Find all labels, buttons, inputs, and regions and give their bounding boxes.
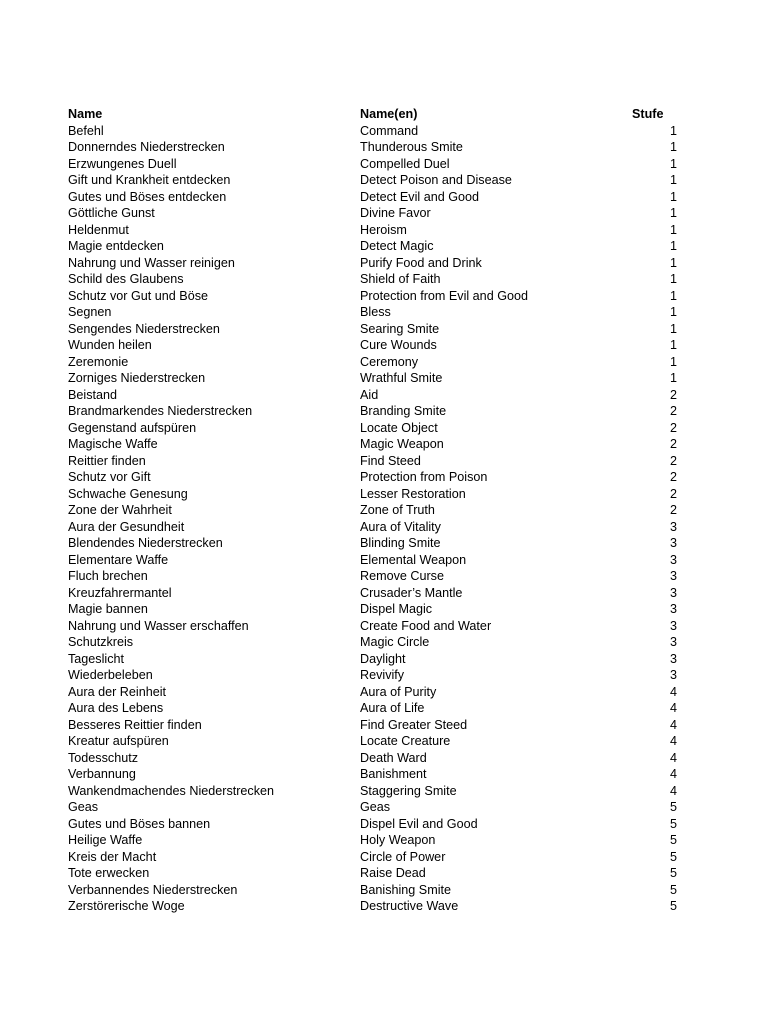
cell-level: 3 (669, 536, 677, 550)
cell-name-en: Crusader’s Mantle (360, 585, 463, 600)
cell-level: 5 (669, 816, 677, 831)
cell-name-en: Purify Food and Drink (360, 255, 482, 270)
cell-name-de: Schutz vor Gift (68, 470, 151, 484)
cell-level: 5 (669, 882, 677, 897)
cell-name-de: Heldenmut (68, 222, 129, 237)
cell-name-en: Cure Wounds (360, 338, 437, 352)
cell-name-en: Protection from Evil and Good (360, 288, 528, 303)
cell-level: 5 (669, 800, 677, 814)
cell-level: 5 (669, 899, 677, 913)
cell-level: 1 (669, 338, 677, 352)
cell-name-de: Erzwungenes Duell (68, 156, 177, 171)
cell-name-de: Verbannendes Niederstrecken (68, 882, 238, 897)
cell-level: 2 (669, 486, 677, 501)
cell-level: 4 (669, 701, 677, 715)
cell-name-de: Kreuzfahrermantel (68, 585, 172, 600)
cell-level: 5 (669, 833, 677, 847)
cell-name-en: Aura of Vitality (360, 519, 441, 534)
cell-name-de: Zorniges Niederstrecken (68, 371, 206, 385)
cell-level: 4 (669, 767, 677, 781)
cell-name-en: Lesser Restoration (360, 486, 466, 501)
table-row (68, 832, 680, 849)
table-row (68, 552, 680, 569)
cell-name-en: Geas (360, 800, 391, 814)
cell-name-en: Banishment (360, 767, 427, 781)
cell-name-de: Schild des Glaubens (68, 272, 184, 286)
cell-name-en: Banishing Smite (360, 882, 452, 897)
table-row (68, 766, 680, 783)
cell-level: 1 (669, 255, 677, 270)
cell-name-de: Brandmarkendes Niederstrecken (68, 404, 253, 418)
cell-level: 1 (669, 272, 677, 286)
cell-name-en: Searing Smite (360, 321, 440, 336)
cell-level: 2 (669, 470, 677, 484)
table-row (68, 238, 680, 255)
table-row (68, 634, 680, 651)
cell-level: 3 (669, 519, 677, 534)
cell-name-en: Locate Object (360, 420, 438, 435)
table-row (68, 288, 680, 305)
header-level: Stufe (632, 107, 664, 121)
cell-name-en: Branding Smite (360, 404, 447, 418)
table-row (68, 469, 680, 486)
header-name-de: Name (68, 107, 103, 121)
cell-name-de: Beistand (68, 387, 118, 402)
cell-name-en: Revivify (360, 668, 405, 682)
table-row (68, 222, 680, 239)
cell-name-de: Schwache Genesung (68, 486, 188, 501)
table-row (68, 156, 680, 173)
table-row (68, 420, 680, 437)
cell-name-en: Locate Creature (360, 734, 451, 748)
cell-name-de: Gutes und Böses bannen (68, 816, 211, 831)
table-header (68, 106, 680, 123)
cell-name-de: Aura des Lebens (68, 701, 164, 715)
table-row (68, 354, 680, 371)
cell-level: 1 (669, 371, 677, 385)
cell-level: 1 (669, 156, 677, 171)
cell-level: 2 (669, 437, 677, 451)
cell-level: 2 (669, 420, 677, 435)
cell-level: 3 (669, 585, 677, 600)
table-row (68, 717, 680, 734)
table-row (68, 123, 680, 140)
table-row (68, 684, 680, 701)
cell-name-de: Magie entdecken (68, 239, 164, 253)
cell-name-de: Fluch brechen (68, 569, 148, 583)
cell-name-de: Wankendmachendes Niederstrecken (68, 783, 275, 798)
cell-level: 5 (669, 866, 677, 880)
cell-name-en: Shield of Faith (360, 272, 441, 286)
table-body (68, 123, 680, 915)
cell-name-en: Command (360, 123, 419, 138)
cell-name-de: Magische Waffe (68, 437, 158, 451)
table-row (68, 387, 680, 404)
cell-name-en: Dispel Magic (360, 602, 433, 616)
table-row (68, 733, 680, 750)
cell-name-de: Verbannung (68, 767, 136, 781)
cell-name-de: Gift und Krankheit entdecken (68, 173, 231, 187)
table-row (68, 898, 680, 915)
table-row (68, 865, 680, 882)
spell-table (68, 106, 680, 915)
cell-name-en: Staggering Smite (360, 783, 457, 798)
cell-name-en: Magic Circle (360, 635, 430, 649)
cell-name-de: Heilige Waffe (68, 833, 143, 847)
cell-level: 3 (669, 668, 677, 682)
cell-name-de: Segnen (68, 305, 112, 319)
cell-name-de: Nahrung und Wasser erschaffen (68, 618, 249, 633)
header-name-en: Name(en) (360, 107, 418, 121)
table-row (68, 370, 680, 387)
cell-level: 2 (669, 404, 677, 418)
cell-name-de: Todesschutz (68, 750, 139, 765)
cell-name-en: Circle of Power (360, 849, 446, 864)
table-row (68, 486, 680, 503)
cell-name-de: Aura der Reinheit (68, 684, 167, 699)
cell-level: 2 (669, 453, 677, 468)
table-row (68, 618, 680, 635)
cell-name-de: Schutz vor Gut und Böse (68, 288, 209, 303)
cell-level: 3 (669, 602, 677, 616)
table-row (68, 535, 680, 552)
cell-name-de: Gegenstand aufspüren (68, 420, 197, 435)
cell-level: 3 (669, 552, 677, 567)
cell-level: 1 (669, 189, 677, 204)
cell-name-en: Thunderous Smite (360, 140, 463, 154)
cell-name-en: Detect Poison and Disease (360, 173, 512, 187)
table-row (68, 403, 680, 420)
cell-level: 4 (669, 734, 677, 748)
table-row (68, 436, 680, 453)
cell-level: 4 (669, 717, 677, 732)
cell-name-en: Detect Evil and Good (360, 189, 480, 204)
table-row (68, 255, 680, 272)
cell-level: 1 (669, 239, 677, 253)
cell-name-de: Donnerndes Niederstrecken (68, 140, 225, 154)
cell-level: 5 (669, 849, 677, 864)
cell-name-de: Besseres Reittier finden (68, 717, 202, 732)
cell-name-de: Zone der Wahrheit (68, 503, 172, 517)
cell-name-en: Find Steed (360, 453, 421, 468)
cell-name-de: Aura der Gesundheit (68, 519, 185, 534)
cell-level: 4 (669, 783, 677, 798)
cell-name-en: Create Food and Water (360, 618, 492, 633)
cell-name-de: Tote erwecken (68, 866, 150, 880)
table-row (68, 585, 680, 602)
table-row (68, 849, 680, 866)
cell-name-en: Aura of Purity (360, 684, 437, 699)
cell-name-de: Geas (68, 800, 99, 814)
cell-level: 1 (669, 354, 677, 369)
cell-name-en: Aura of Life (360, 701, 425, 715)
table-row (68, 750, 680, 767)
cell-level: 2 (669, 387, 677, 402)
table-row (68, 271, 680, 288)
cell-name-de: Kreis der Macht (68, 849, 157, 864)
cell-name-en: Daylight (360, 651, 406, 666)
table-row (68, 799, 680, 816)
cell-level: 4 (669, 750, 677, 765)
table-row (68, 453, 680, 470)
cell-name-en: Detect Magic (360, 239, 434, 253)
cell-name-en: Destructive Wave (360, 899, 459, 913)
cell-name-de: Blendendes Niederstrecken (68, 536, 223, 550)
cell-name-de: Befehl (68, 123, 104, 138)
cell-name-en: Elemental Weapon (360, 552, 467, 567)
table-row (68, 700, 680, 717)
cell-level: 1 (669, 305, 677, 319)
cell-name-de: Sengendes Niederstrecken (68, 321, 220, 336)
cell-name-de: Schutzkreis (68, 635, 134, 649)
table-row (68, 337, 680, 354)
cell-name-de: Reittier finden (68, 453, 146, 468)
cell-name-de: Wunden heilen (68, 338, 152, 352)
cell-name-en: Compelled Duel (360, 156, 450, 171)
cell-level: 3 (669, 651, 677, 666)
table-row (68, 189, 680, 206)
cell-name-en: Heroism (360, 222, 407, 237)
cell-name-en: Blinding Smite (360, 536, 441, 550)
cell-level: 2 (669, 503, 677, 517)
cell-name-de: Kreatur aufspüren (68, 734, 169, 748)
cell-name-de: Gutes und Böses entdecken (68, 189, 227, 204)
cell-name-en: Zone of Truth (360, 503, 435, 517)
table-row (68, 568, 680, 585)
cell-name-de: Nahrung und Wasser reinigen (68, 255, 235, 270)
table-row (68, 667, 680, 684)
cell-name-en: Remove Curse (360, 569, 444, 583)
cell-name-de: Zeremonie (68, 354, 129, 369)
table-row (68, 502, 680, 519)
cell-name-en: Holy Weapon (360, 833, 436, 847)
cell-level: 3 (669, 635, 677, 649)
cell-level: 1 (669, 173, 677, 187)
cell-level: 1 (669, 321, 677, 336)
cell-name-en: Divine Favor (360, 206, 431, 220)
cell-name-en: Magic Weapon (360, 437, 444, 451)
cell-name-en: Raise Dead (360, 866, 426, 880)
cell-level: 4 (669, 684, 677, 699)
cell-name-de: Göttliche Gunst (68, 206, 155, 220)
cell-name-en: Protection from Poison (360, 470, 488, 484)
cell-name-en: Aid (360, 387, 379, 402)
cell-level: 1 (669, 222, 677, 237)
table-row (68, 519, 680, 536)
table-row (68, 816, 680, 833)
cell-name-de: Magie bannen (68, 602, 148, 616)
cell-name-de: Elementare Waffe (68, 552, 169, 567)
cell-level: 1 (669, 206, 677, 220)
table-row (68, 882, 680, 899)
cell-name-en: Find Greater Steed (360, 717, 468, 732)
cell-name-de: Tageslicht (68, 651, 125, 666)
table-row (68, 139, 680, 156)
cell-name-en: Bless (360, 305, 391, 319)
table-row (68, 205, 680, 222)
table-row (68, 321, 680, 338)
cell-name-de: Zerstörerische Woge (68, 899, 185, 913)
cell-level: 3 (669, 569, 677, 583)
table-row (68, 601, 680, 618)
cell-name-en: Wrathful Smite (360, 371, 443, 385)
cell-name-en: Ceremony (360, 354, 419, 369)
table-row (68, 783, 680, 800)
table-row (68, 304, 680, 321)
cell-level: 1 (669, 123, 677, 138)
table-row (68, 651, 680, 668)
cell-level: 3 (669, 618, 677, 633)
cell-level: 1 (669, 288, 677, 303)
cell-name-en: Dispel Evil and Good (360, 816, 478, 831)
cell-name-de: Wiederbeleben (68, 668, 153, 682)
table-row (68, 172, 680, 189)
cell-name-en: Death Ward (360, 750, 427, 765)
cell-level: 1 (669, 140, 677, 154)
